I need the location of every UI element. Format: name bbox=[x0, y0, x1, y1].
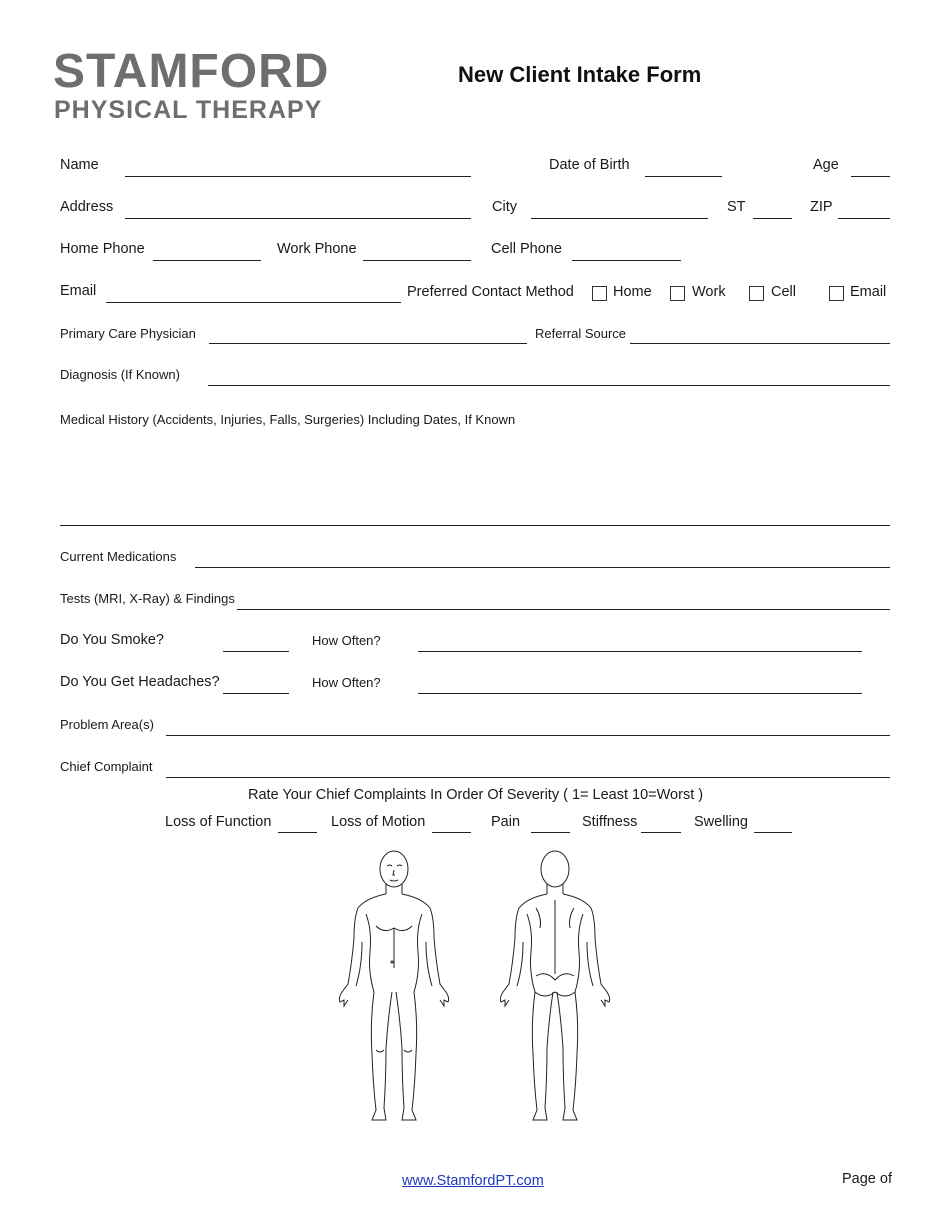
problem-areas-field[interactable] bbox=[166, 735, 890, 736]
headaches-label: Do You Get Headaches? bbox=[60, 674, 220, 690]
smoke-label: Do You Smoke? bbox=[60, 632, 164, 648]
severity-field-pain[interactable] bbox=[531, 832, 570, 833]
medical-history-field[interactable] bbox=[60, 525, 890, 526]
contact-email-checkbox[interactable] bbox=[829, 286, 844, 301]
severity-field-loss-of-function[interactable] bbox=[278, 832, 317, 833]
contact-cell-label: Cell bbox=[771, 284, 796, 300]
medications-label: Current Medications bbox=[60, 549, 177, 564]
problem-areas-label: Problem Area(s) bbox=[60, 717, 154, 732]
logo-stamford: STAMFORD bbox=[53, 45, 330, 98]
work-phone-field[interactable] bbox=[363, 260, 471, 261]
contact-work-checkbox[interactable] bbox=[670, 286, 685, 301]
headaches-how-often-field[interactable] bbox=[418, 693, 862, 694]
tests-field[interactable] bbox=[237, 609, 890, 610]
age-label: Age bbox=[813, 157, 839, 173]
referral-label: Referral Source bbox=[535, 326, 627, 341]
contact-cell-checkbox[interactable] bbox=[749, 286, 764, 301]
referral-field[interactable] bbox=[630, 343, 890, 344]
dob-label: Date of Birth bbox=[549, 157, 630, 173]
headaches-how-often-label: How Often? bbox=[312, 675, 381, 690]
severity-label-swelling: Swelling bbox=[694, 814, 748, 830]
state-field[interactable] bbox=[753, 218, 792, 219]
address-field[interactable] bbox=[125, 218, 471, 219]
name-field[interactable] bbox=[125, 176, 471, 177]
address-label: Address bbox=[60, 199, 114, 215]
contact-work-label: Work bbox=[692, 284, 726, 300]
cell-phone-field[interactable] bbox=[572, 260, 681, 261]
pcp-field[interactable] bbox=[209, 343, 527, 344]
preferred-contact-label: Preferred Contact Method bbox=[407, 284, 574, 300]
state-label: ST bbox=[727, 199, 746, 215]
page-number: Page of bbox=[842, 1171, 892, 1187]
headaches-field[interactable] bbox=[223, 693, 289, 694]
dob-field[interactable] bbox=[645, 176, 722, 177]
medications-field[interactable] bbox=[195, 567, 890, 568]
tests-label: Tests (MRI, X-Ray) & Findings bbox=[60, 591, 235, 606]
form-title: New Client Intake Form bbox=[458, 62, 702, 87]
website-link[interactable]: www.StamfordPT.com bbox=[402, 1173, 544, 1189]
work-phone-label: Work Phone bbox=[277, 241, 357, 257]
severity-label-loss-of-motion: Loss of Motion bbox=[331, 814, 426, 830]
home-phone-field[interactable] bbox=[153, 260, 261, 261]
severity-label-loss-of-function: Loss of Function bbox=[165, 814, 272, 830]
logo-physical-therapy: PHYSICAL THERAPY bbox=[54, 96, 323, 124]
smoke-field[interactable] bbox=[223, 651, 289, 652]
zip-label: ZIP bbox=[810, 199, 833, 215]
contact-home-checkbox[interactable] bbox=[592, 286, 607, 301]
medical-history-label: Medical History (Accidents, Injuries, Falls, Surgeries) Including Dates, If Known bbox=[60, 412, 516, 427]
severity-field-stiffness[interactable] bbox=[641, 832, 681, 833]
city-field[interactable] bbox=[531, 218, 708, 219]
severity-label-stiffness: Stiffness bbox=[582, 814, 638, 830]
severity-field-loss-of-motion[interactable] bbox=[432, 832, 471, 833]
email-label: Email bbox=[60, 283, 97, 299]
zip-field[interactable] bbox=[838, 218, 890, 219]
severity-field-swelling[interactable] bbox=[754, 832, 792, 833]
pcp-label: Primary Care Physician bbox=[60, 326, 196, 341]
diagnosis-label: Diagnosis (If Known) bbox=[60, 367, 180, 382]
home-phone-label: Home Phone bbox=[60, 241, 145, 257]
severity-instruction: Rate Your Chief Complaints In Order Of Severity ( 1= Least 10=Worst ) bbox=[248, 787, 704, 803]
smoke-how-often-field[interactable] bbox=[418, 651, 862, 652]
contact-email-label: Email bbox=[850, 284, 887, 300]
smoke-how-often-label: How Often? bbox=[312, 633, 381, 648]
body-front-diagram[interactable] bbox=[336, 850, 452, 1126]
cell-phone-label: Cell Phone bbox=[491, 241, 562, 257]
age-field[interactable] bbox=[851, 176, 890, 177]
front-head bbox=[380, 851, 408, 887]
chief-complaint-label: Chief Complaint bbox=[60, 759, 153, 774]
diagnosis-field[interactable] bbox=[208, 385, 890, 386]
contact-home-label: Home bbox=[613, 284, 652, 300]
severity-label-pain: Pain bbox=[491, 814, 521, 830]
email-field[interactable] bbox=[106, 302, 401, 303]
chief-complaint-field[interactable] bbox=[166, 777, 890, 778]
name-label: Name bbox=[60, 157, 99, 173]
city-label: City bbox=[492, 199, 517, 215]
body-back-diagram[interactable] bbox=[500, 850, 616, 1126]
back-head bbox=[541, 851, 569, 887]
